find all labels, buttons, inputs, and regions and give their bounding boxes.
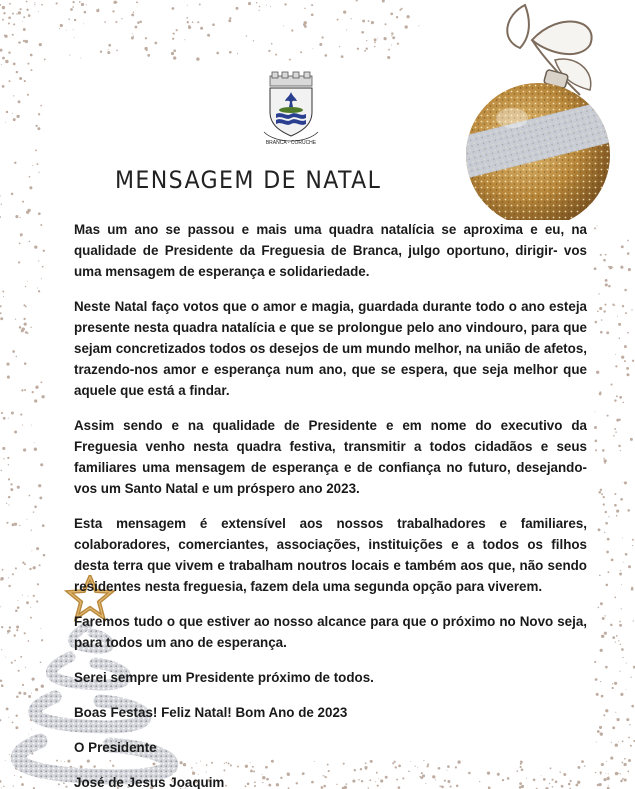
letter-title: MENSAGEM DE NATAL (115, 166, 382, 194)
paragraph-message: Assim sendo e na qualidade de Presidente e em nome do executivo da Freguesia venho nesta quadra festiva, transmitir a todos cidadãos e seus familiares uma mensagem de esperança e de confiança no futuro, desejando-vos um Santo Natal e um próspero ano 2023. (74, 418, 587, 496)
paragraph-closing: Serei sempre um Presidente próximo de todos. (74, 670, 374, 685)
paragraph-extension: Esta mensagem é extensível aos nossos trabalhadores e familiares, colaboradores, comerciantes, associações, instituições e a todos os filhos desta terra que vivem e trabalham noutros locais e também aos que, não sendo residentes nesta freguesia, fazem dela uma segunda opção para viverem. (74, 516, 587, 594)
paragraph-intro: Mas um ano se passou e mais uma quadra natalícia se aproxima e eu, na qualidade de Presidente da Freguesia de Branca, julgo oportuno, dirigir- vos uma mensagem de esperança e solidariedade. (74, 222, 587, 279)
paragraph-promise: Faremos tudo o que estiver ao nosso alcance para que o próximo no Novo seja, para todos um ano de esperança. (74, 614, 587, 650)
signature-name: José de Jesus Joaquim (74, 775, 225, 789)
signature-role: O Presidente (74, 740, 157, 755)
season-greeting: Boas Festas! Feliz Natal! Bom Ano de 2023 (74, 705, 348, 720)
paragraph-wishes: Neste Natal faço votos que o amor e magia, guardada durante todo o ano esteja presente nesta quadra natalícia e que se prolongue pelo ano vindouro, para que sejam concretizados todos os desejos de um mundo melhor, na união de afetos, trazendo-nos amor e esperança num ano, que se espera, que seja melhor que aquele que está a findar. (74, 299, 587, 398)
coat-of-arms-icon (262, 70, 320, 148)
christmas-ornament-image (420, 0, 635, 220)
letter-body (74, 219, 587, 789)
crest-motto: BRANCA - CORUCHE (265, 140, 317, 146)
